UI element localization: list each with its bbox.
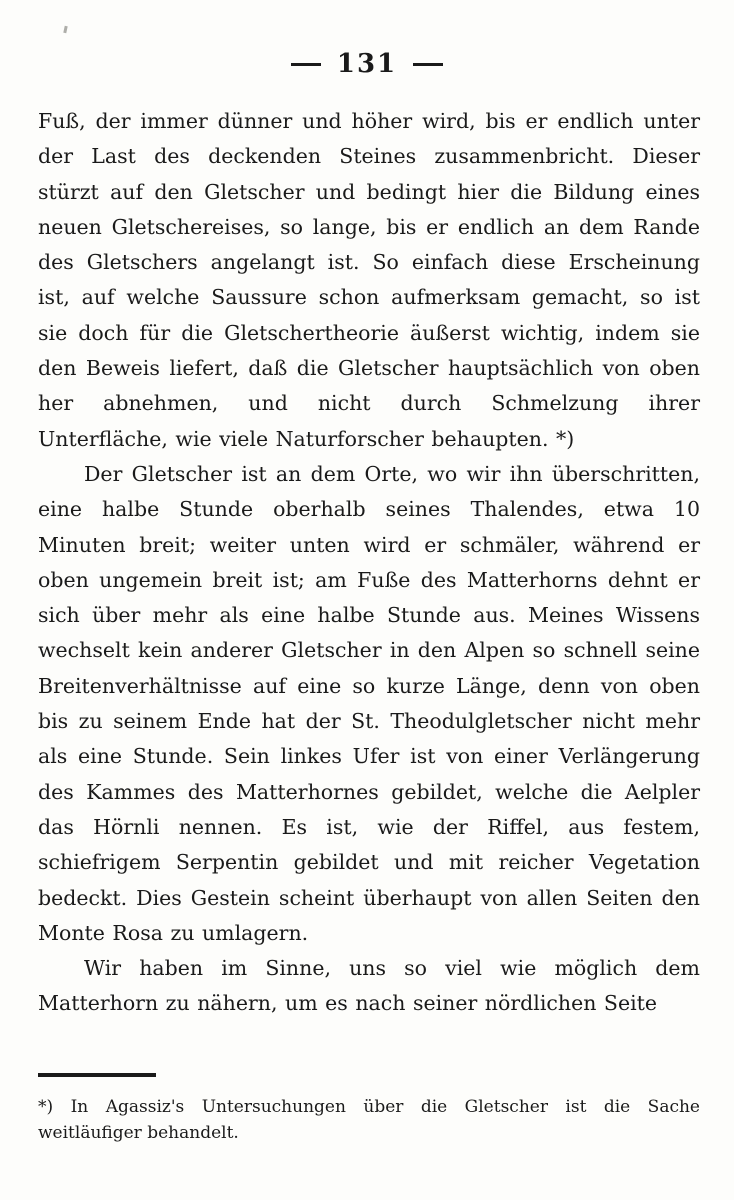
footnote-text: In Agassiz's Untersuchungen über die Gletscher ist die Sache weitläufiger behandelt.	[38, 1097, 700, 1143]
footnote-marker: *)	[38, 1097, 54, 1117]
footnote	[38, 1094, 700, 1146]
page-speck	[63, 26, 67, 33]
header-rule-left	[291, 63, 321, 66]
paragraph-1: Fuß, der immer dünner und höher wird, bis er endlich unter der Last des deckenden Steines zusammenbricht. Dieser stürzt auf den Gletscher und bedingt hier die Bildung eines neuen Gletschereises, so lange, bis er endlich an dem Rande des Gletschers angelangt ist. So einfach diese Erscheinung ist, auf welche Saussure schon aufmerksam gemacht, so ist sie doch für die Gletschertheorie äußerst wichtig, indem sie den Beweis liefert, daß die Gletscher hauptsächlich von oben her abnehmen, und nicht durch Schmelzung ihrer Unterfläche, wie viele Naturforscher behaupten. *)	[38, 109, 700, 451]
paragraph-2: Der Gletscher ist an dem Orte, wo wir ihn überschritten, eine halbe Stunde oberhalb seines Thalendes, etwa 10 Minuten breit; weiter unten wird er schmäler, während er oben ungemein breit ist; am Fuße des Matterhorns dehnt er sich über mehr als eine halbe Stunde aus. Meines Wissens wechselt kein anderer Gletscher in den Alpen so schnell seine Breitenverhältnisse auf eine so kurze Länge, denn von oben bis zu seinem Ende hat der St. Theodulgletscher nicht mehr als eine Stunde. Sein linkes Ufer ist von einer Verlängerung des Kammes des Matterhornes gebildet, welche die Aelpler das Hörnli nennen. Es ist, wie der Riffel, aus festem, schiefrigem Serpentin gebildet und mit reicher Vegetation bedeckt. Dies Gestein scheint überhaupt von allen Seiten den Monte Rosa zu umlagern.	[38, 461, 700, 945]
paragraph-3: Wir haben im Sinne, uns so viel wie möglich dem Matterhorn zu nähern, um es nach seiner nördlichen Seite	[38, 956, 700, 1016]
footnote-divider	[38, 1073, 156, 1077]
header-rule-right	[413, 63, 443, 66]
page-body	[38, 104, 700, 1022]
page-header	[0, 48, 734, 79]
page-number: 131	[336, 49, 398, 79]
